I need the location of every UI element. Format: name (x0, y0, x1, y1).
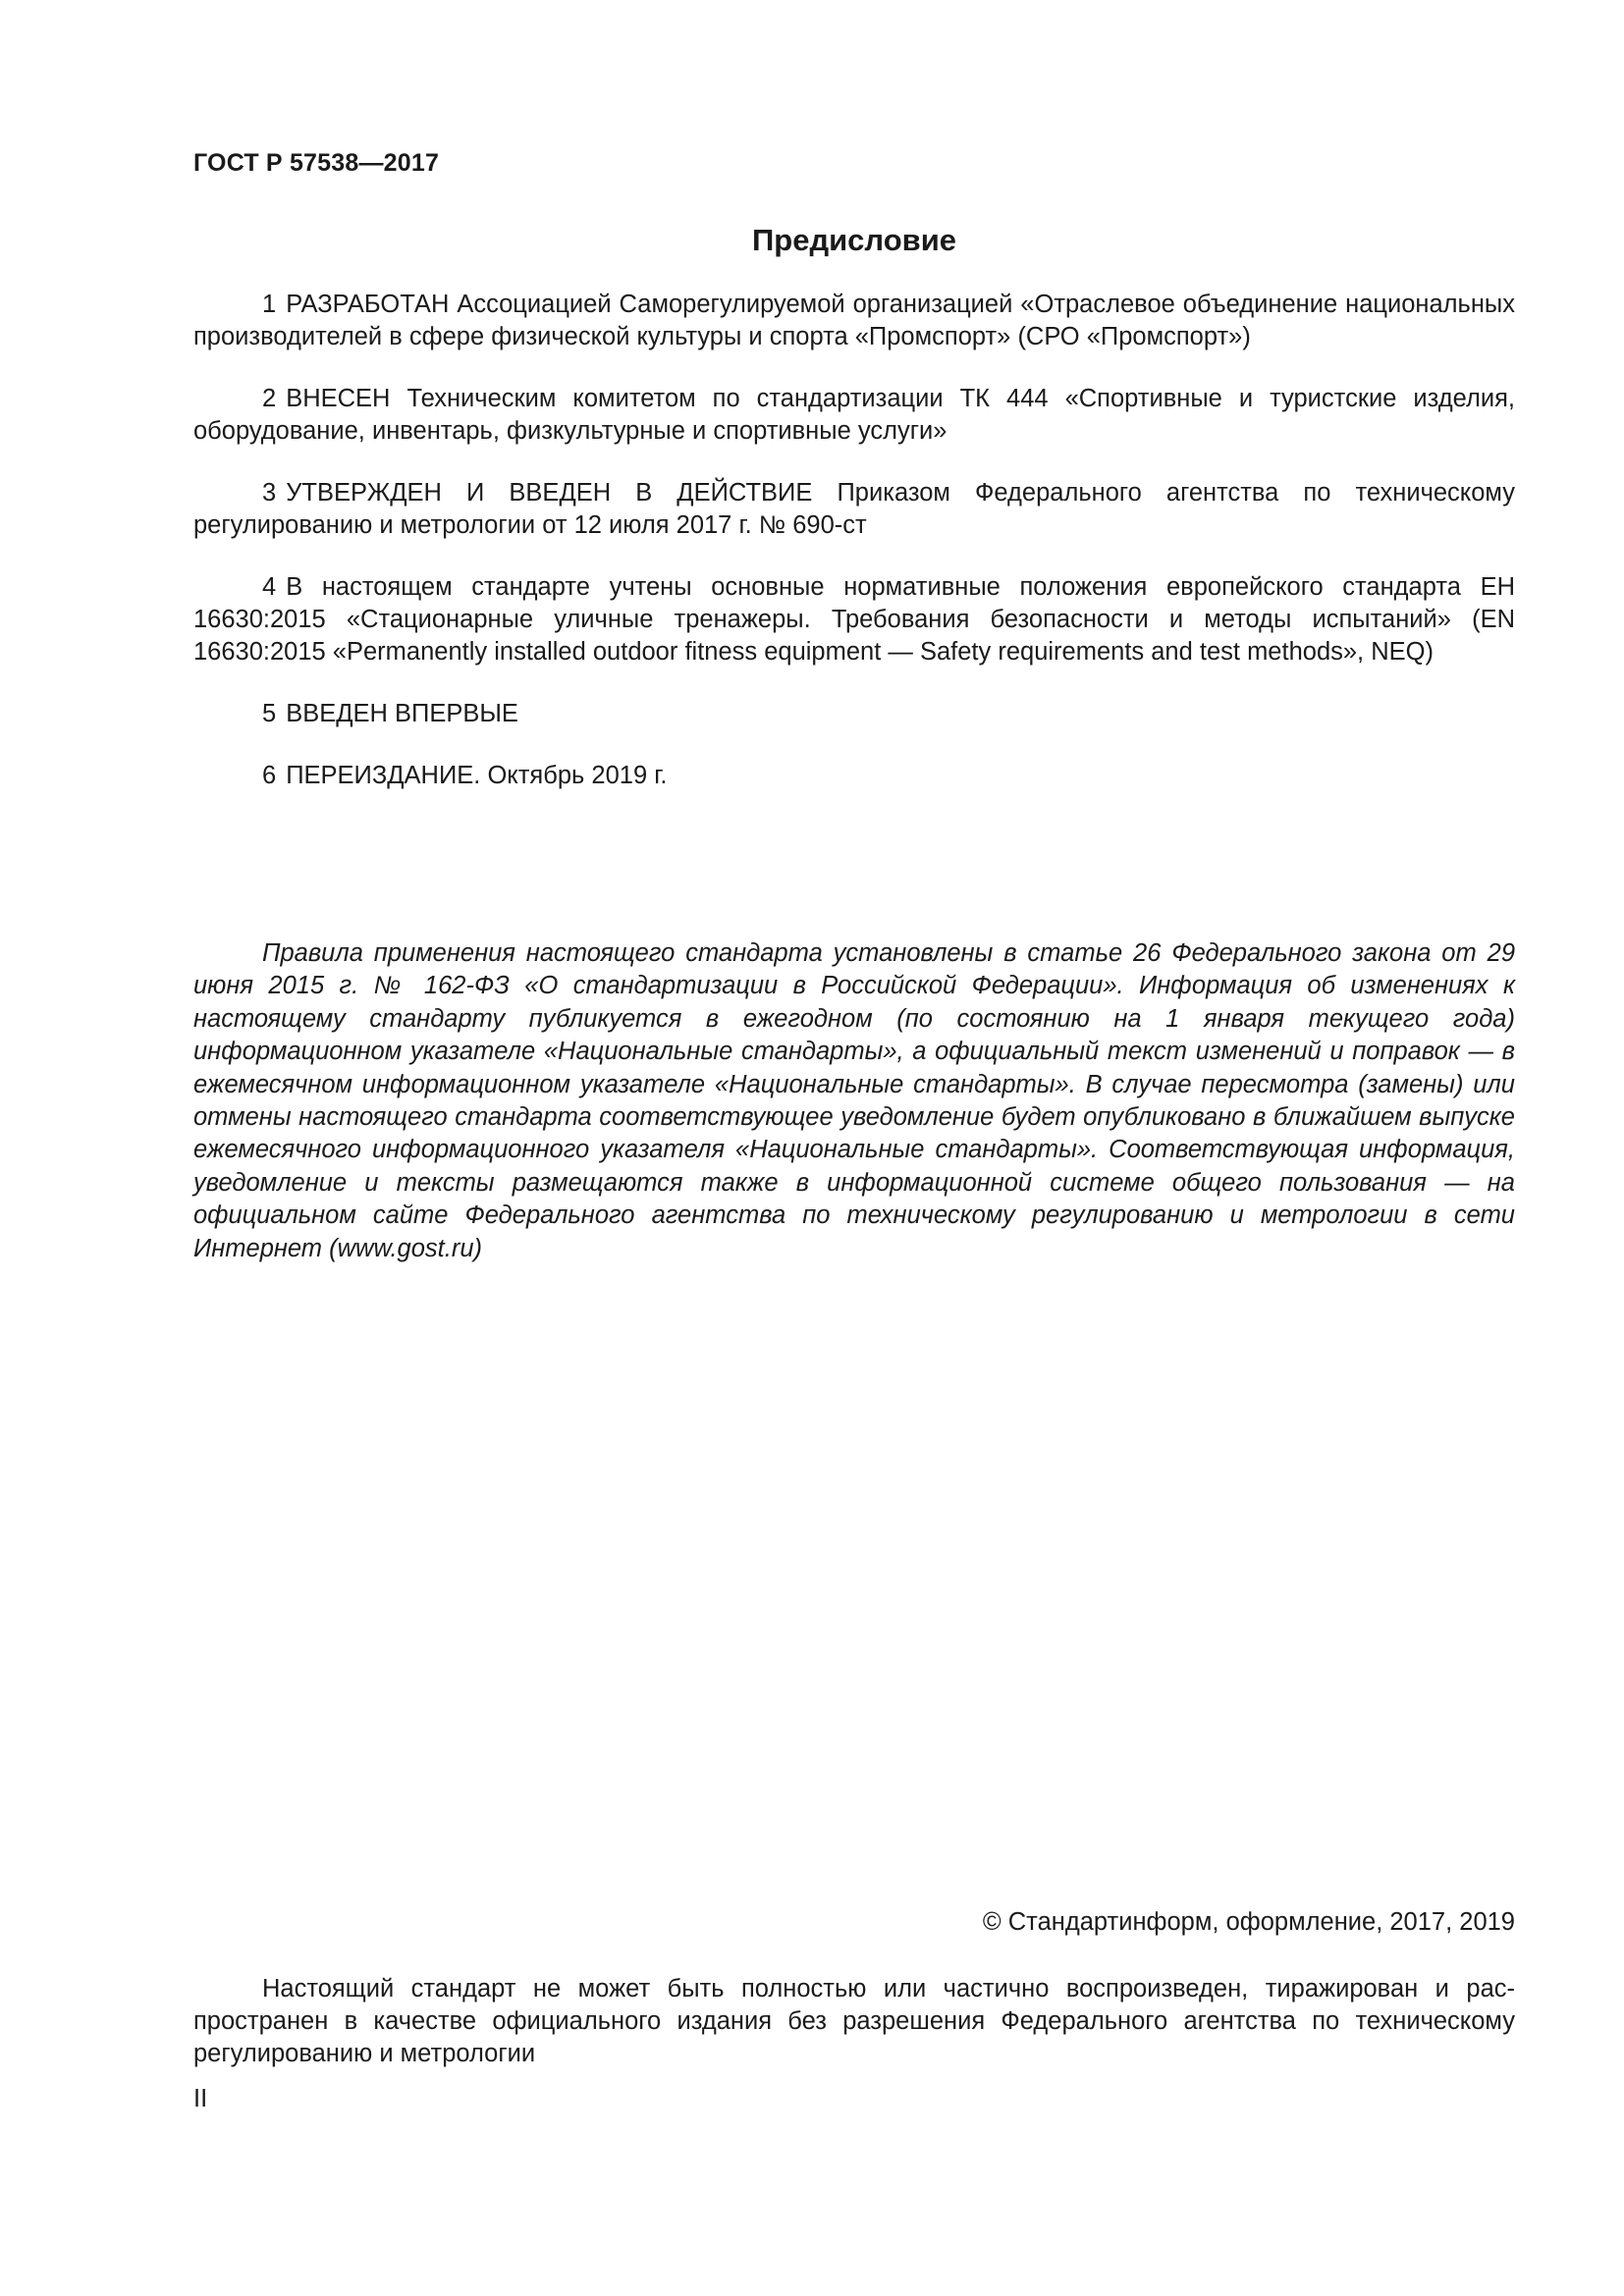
page-number: II (193, 2085, 208, 2112)
application-rules-notice: Правила применения настоящего стандарта установлены в статье 26 Федерального закона от 29 июня 2015 г. № 162-ФЗ «О стандартизации в Российской Федерации». Информация об изменениях к настоящему стандарту публикуется в ежегодном (по состоянию на 1 января текущего года) информационном указателе «Национальные стандарты», а официальный текст изменений и поправок — в ежемесячном информационном указателе «Национальные стандарты». В случае пересмотра (замены) или отмены настоящего стандарта соответствующее уведомление будет опубликовано в ближайшем выпуске ежемесячного информационного указателя «Национальные стандарты». Соответствующая информация, уведомление и тексты размещаются также в информационной системе общего пользования — на официальном сайте Федерального агентства по техническому регулированию и метрологии в сети Интернет (www.gost.ru) (193, 939, 1515, 1262)
item-number: 6 (262, 762, 277, 789)
foreword-item-1 (193, 289, 1515, 353)
item-number: 1 (262, 291, 277, 318)
copyright-line: © Стандартинформ, оформление, 2017, 2019 (982, 1908, 1515, 1936)
item-text: РАЗРАБОТАН Ассоциацией Саморегулируемой организацией «Отраслевое объединение национальных производителей в сфере физической культуры и спорта «Промспорт» (СРО «Промспорт») (193, 291, 1515, 350)
item-number: 3 (262, 479, 277, 507)
foreword-item-5 (193, 698, 1515, 730)
foreword-items (193, 289, 1515, 822)
foreword-item-4 (193, 571, 1515, 668)
foreword-item-6 (193, 760, 1515, 792)
item-text: УТВЕРЖДЕН И ВВЕДЕН В ДЕЙСТВИЕ Приказом Федерального агентства по техническому регулированию и метрологии от 12 июля 2017 г. № 690-ст (193, 479, 1515, 539)
document-code: ГОСТ Р 57538—2017 (193, 149, 440, 177)
item-number: 2 (262, 385, 277, 412)
foreword-item-3 (193, 477, 1515, 542)
item-text: ПЕРЕИЗДАНИЕ. Октябрь 2019 г. (286, 762, 668, 789)
foreword-item-2 (193, 383, 1515, 448)
item-text: ВНЕСЕН Техническим комитетом по стандартизации ТК 444 «Спортивные и туристские изделия, оборудование, инвентарь, физкультурные и спортивные услуги» (193, 385, 1515, 445)
page-title: Предисловие (751, 223, 956, 257)
item-number: 4 (262, 573, 277, 601)
item-text: В настоящем стандарте учтены основные нормативные положения европейского стандарта ЕН 16630:2015 «Стационарные уличные тренажеры. Требования безопасности и методы испытаний» (EN 16630:2015 «Permanently installed outdoor fitness equipment — Safety requirements and test methods», NEQ) (193, 573, 1515, 666)
item-text: ВВЕДЕН ВПЕРВЫЕ (286, 700, 518, 727)
item-number: 5 (262, 700, 277, 727)
reproduction-rights-notice: Настоящий стандарт не может быть полностью или частично воспроизведен, тиражирован и распространен в качестве официального издания без разрешения Федерального агентства по техническому регулированию и метрологии (193, 1975, 1515, 2067)
